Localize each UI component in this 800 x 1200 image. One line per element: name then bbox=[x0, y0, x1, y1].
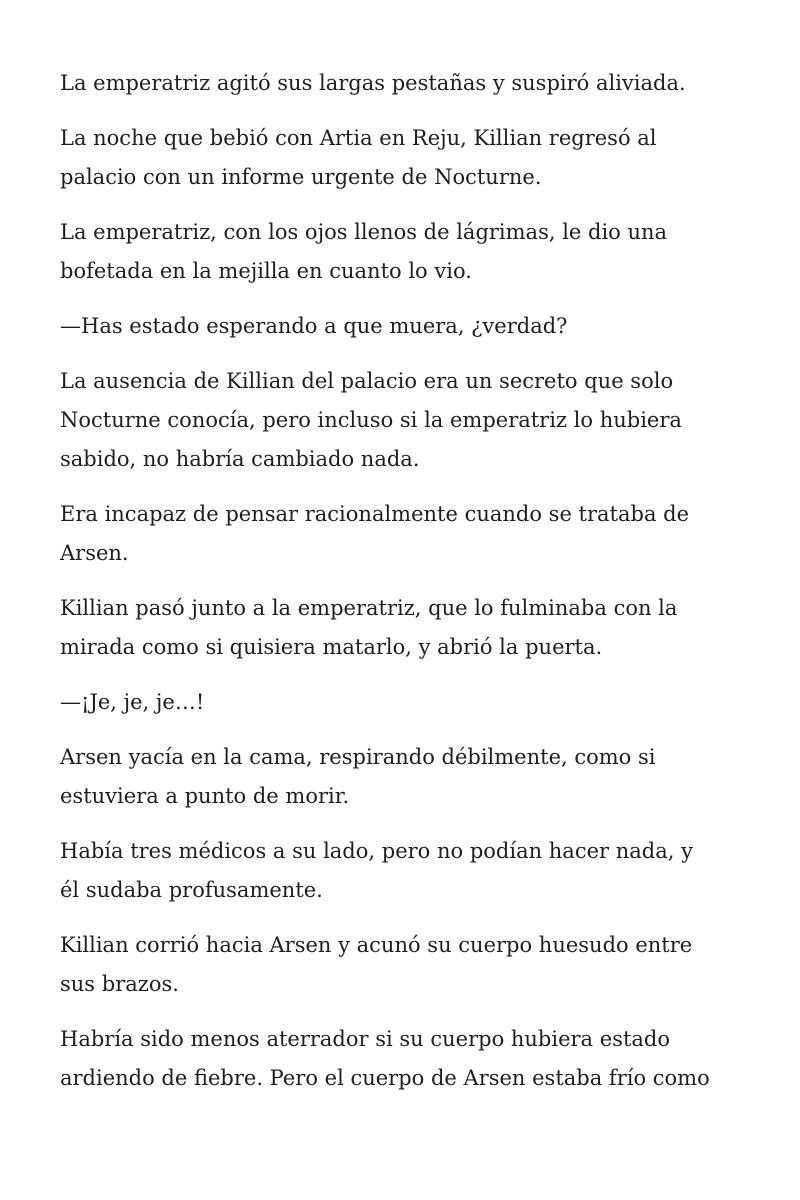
text-line: ardiendo de fiebre. Pero el cuerpo de Arsen estaba frío como bbox=[60, 1066, 710, 1090]
paragraph-11 bbox=[60, 926, 750, 1004]
text-line: sabido, no habría cambiado nada. bbox=[60, 447, 420, 471]
text-line: palacio con un informe urgente de Nocturne. bbox=[60, 165, 542, 189]
paragraph-10 bbox=[60, 832, 750, 910]
text-line: La emperatriz agitó sus largas pestañas y suspiró aliviada. bbox=[60, 71, 686, 95]
text-line: Era incapaz de pensar racionalmente cuando se trataba de bbox=[60, 502, 690, 526]
text-line: La ausencia de Killian del palacio era un secreto que solo bbox=[60, 369, 674, 393]
text-line: mirada como si quisiera matarlo, y abrió la puerta. bbox=[60, 635, 603, 659]
text-line: Había tres médicos a su lado, pero no podían hacer nada, y bbox=[60, 839, 693, 863]
paragraph-8-dialogue bbox=[60, 683, 750, 722]
text-line: Habría sido menos aterrador si su cuerpo hubiera estado bbox=[60, 1027, 671, 1051]
paragraph-2 bbox=[60, 119, 750, 197]
text-line: La emperatriz, con los ojos llenos de lágrimas, le dio una bbox=[60, 220, 668, 244]
reading-page bbox=[60, 64, 750, 1114]
text-line: Arsen. bbox=[60, 541, 129, 565]
paragraph-9 bbox=[60, 738, 750, 816]
text-line: bofetada en la mejilla en cuanto lo vio. bbox=[60, 259, 472, 283]
text-line: La noche que bebió con Artia en Reju, Killian regresó al bbox=[60, 126, 657, 150]
paragraph-4-dialogue bbox=[60, 307, 750, 346]
text-line: sus brazos. bbox=[60, 972, 179, 996]
paragraph-1 bbox=[60, 64, 750, 103]
text-line: Killian corrió hacia Arsen y acunó su cuerpo huesudo entre bbox=[60, 933, 693, 957]
text-line: Nocturne conocía, pero incluso si la emperatriz lo hubiera bbox=[60, 408, 682, 432]
paragraph-3 bbox=[60, 213, 750, 291]
text-line: Arsen yacía en la cama, respirando débilmente, como si bbox=[60, 745, 656, 769]
text-line: estuviera a punto de morir. bbox=[60, 784, 350, 808]
paragraph-6 bbox=[60, 495, 750, 573]
paragraph-5 bbox=[60, 362, 750, 479]
text-line: —¡Je, je, je…! bbox=[60, 690, 205, 714]
text-line: Killian pasó junto a la emperatriz, que lo fulminaba con la bbox=[60, 596, 678, 620]
paragraph-7 bbox=[60, 589, 750, 667]
paragraph-12 bbox=[60, 1020, 750, 1098]
text-line: él sudaba profusamente. bbox=[60, 878, 323, 902]
text-line: —Has estado esperando a que muera, ¿verdad? bbox=[60, 314, 568, 338]
